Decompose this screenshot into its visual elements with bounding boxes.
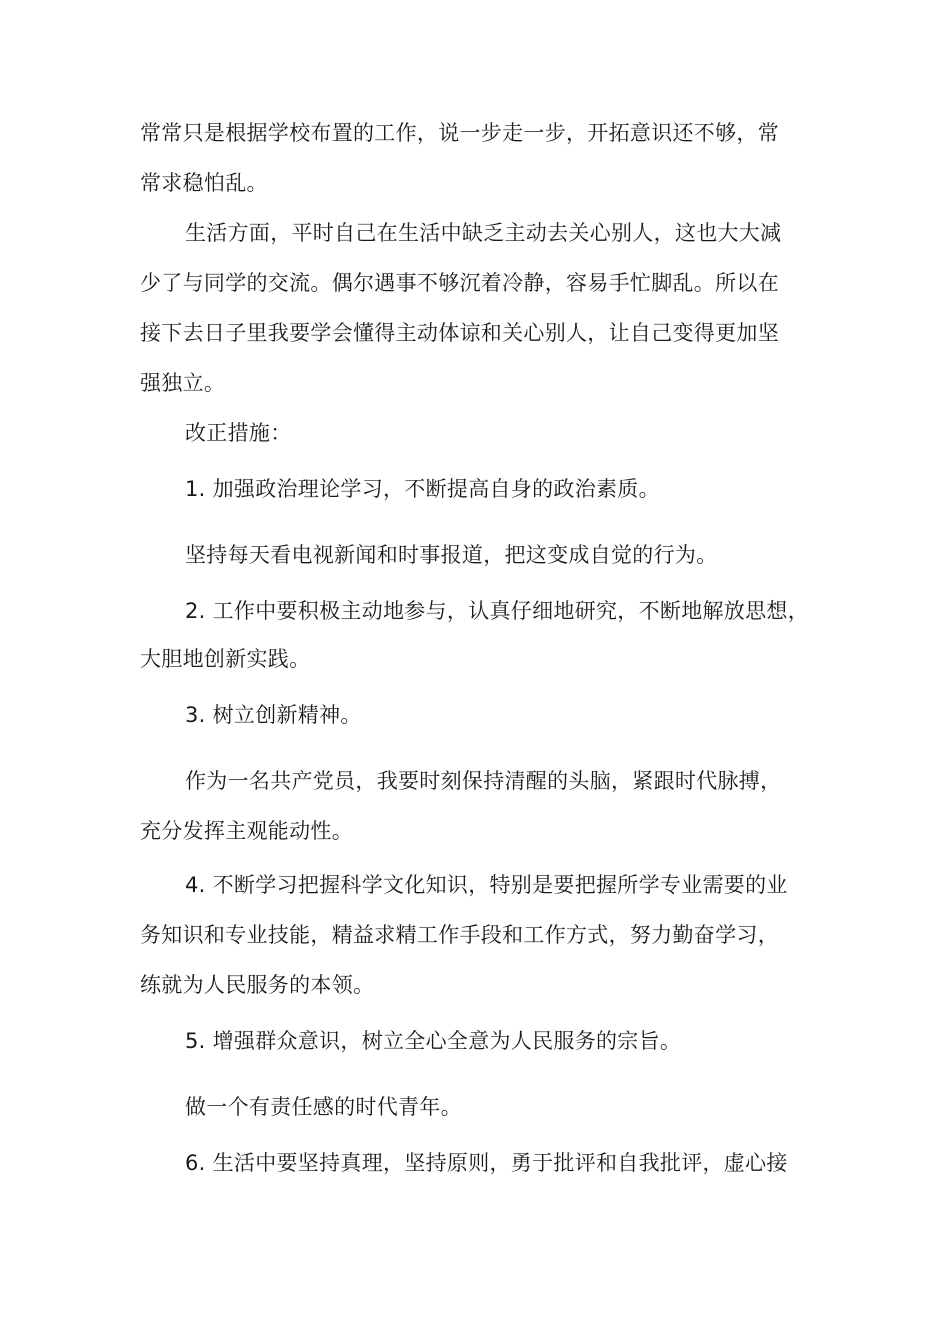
list-item: 3. 树立创新精神。 xyxy=(185,703,362,727)
text-line: 大胆地创新实践。 xyxy=(140,647,311,671)
text-line: 作为一名共产党员，我要时刻保持清醒的头脑，紧跟时代脉搏， xyxy=(185,769,782,793)
text-line: 生活方面，平时自己在生活中缺乏主动去关心别人，这也大大减 xyxy=(185,221,782,245)
list-item: 2. 工作中要积极主动地参与，认真仔细地研究，不断地解放思想， xyxy=(185,599,810,623)
text-line: 练就为人民服务的本领。 xyxy=(140,973,375,997)
text-line: 坚持每天看电视新闻和时事报道，把这变成自觉的行为。 xyxy=(185,543,718,567)
text-line: 改正措施： xyxy=(185,421,292,445)
text-line: 常常只是根据学校布置的工作，说一步走一步，开拓意识还不够，常 xyxy=(140,121,779,145)
list-item: 4. 不断学习把握科学文化知识，特别是要把握所学专业需要的业 xyxy=(185,873,788,897)
text-line: 接下去日子里我要学会懂得主动体谅和关心别人，让自己变得更加坚 xyxy=(140,321,779,345)
text-line: 常求稳怕乱。 xyxy=(140,171,268,195)
text-line: 做一个有责任感的时代青年。 xyxy=(185,1095,462,1119)
list-item: 1. 加强政治理论学习，不断提高自身的政治素质。 xyxy=(185,477,660,501)
list-item: 6. 生活中要坚持真理，坚持原则，勇于批评和自我批评，虚心接 xyxy=(185,1151,788,1175)
text-line: 务知识和专业技能，精益求精工作手段和工作方式，努力勤奋学习， xyxy=(140,923,779,947)
text-line: 充分发挥主观能动性。 xyxy=(140,819,353,843)
text-line: 强独立。 xyxy=(140,371,226,395)
text-line: 少了与同学的交流。偶尔遇事不够沉着冷静，容易手忙脚乱。所以在 xyxy=(140,271,779,295)
list-item: 5. 增强群众意识，树立全心全意为人民服务的宗旨。 xyxy=(185,1029,682,1053)
